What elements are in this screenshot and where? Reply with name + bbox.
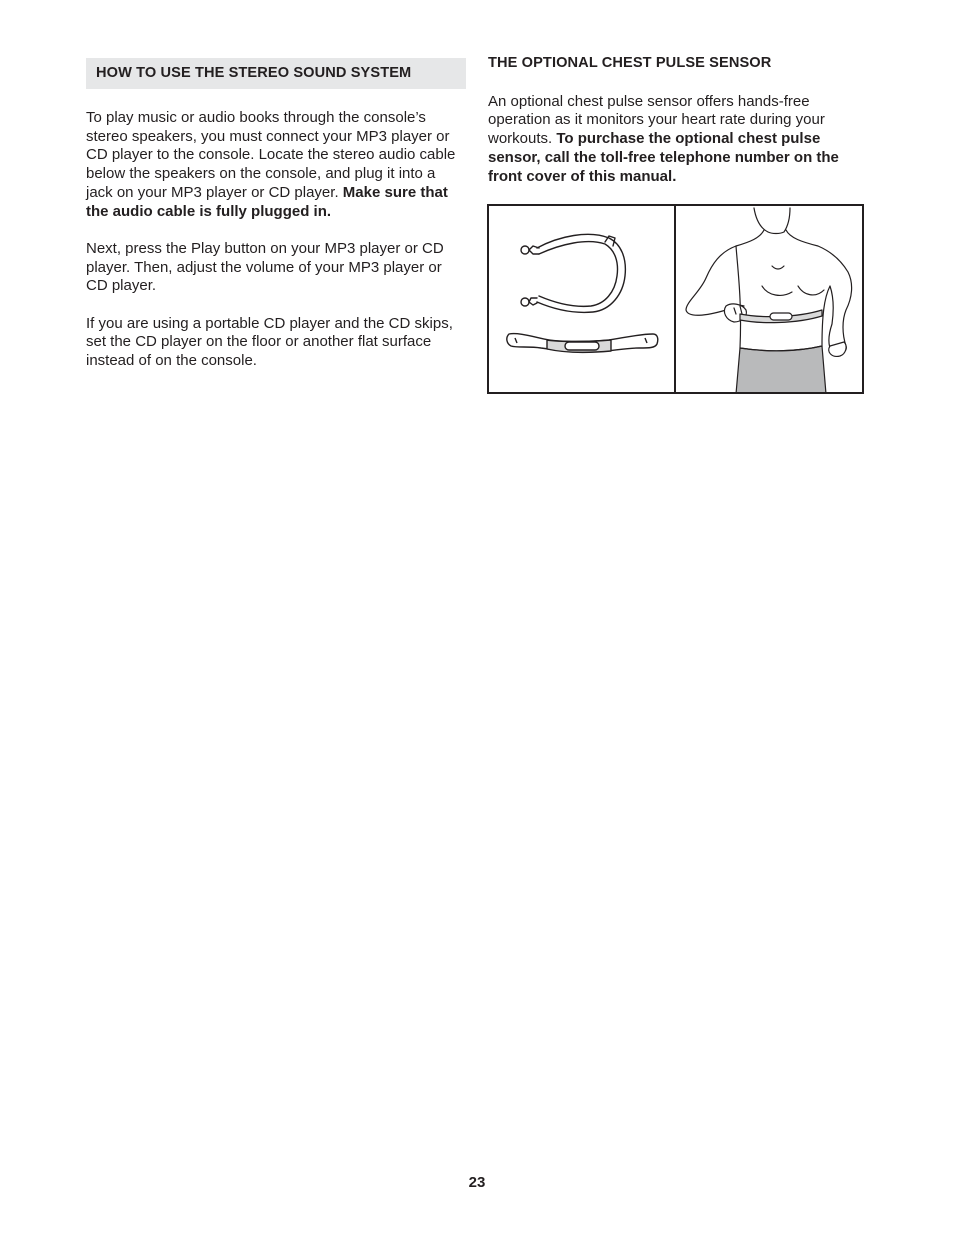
- person-wearing-strap-icon: [676, 206, 862, 392]
- pulse-sensor-paragraph-text: An optional chest pulse sensor offers hands-free operation as it monitors your heart rate during your workouts.: [488, 92, 825, 148]
- pulse-sensor-icon: [489, 206, 674, 392]
- stereo-paragraph-1-bold: Make sure that the audio cable is fully plugged in.: [86, 183, 448, 220]
- stereo-paragraph-3: If you are using a portable CD player and the CD skips, set the CD player on the floor or another flat surface instead of on the console.: [86, 314, 453, 370]
- figure-right-panel: [676, 206, 862, 392]
- stereo-section: [86, 58, 466, 371]
- stereo-heading: HOW TO USE THE STEREO SOUND SYSTEM: [86, 58, 466, 89]
- chest-sensor-figure: [487, 204, 864, 394]
- pulse-sensor-section: [488, 54, 865, 186]
- stereo-paragraph-1: [86, 109, 466, 221]
- figure-left-panel: [489, 206, 676, 392]
- pulse-sensor-heading: THE OPTIONAL CHEST PULSE SENSOR: [488, 55, 772, 71]
- page-number: 23: [468, 1174, 486, 1191]
- stereo-paragraph-2: Next, press the Play button on your MP3 player or CD player. Then, adjust the volume of your MP3 player or CD player.: [86, 239, 444, 295]
- stereo-paragraph-1-text: To play music or audio books through the console’s stereo speakers, you must connect your MP3 player or CD player to the console. Locate the stereo audio cable below the speakers on the console, and plug it into a jack on your MP3 player or CD player.: [86, 109, 456, 201]
- pulse-sensor-paragraph: [488, 93, 865, 187]
- pulse-sensor-paragraph-bold: To purchase the optional chest pulse sensor, call the toll-free telephone number on the front cover of this manual.: [488, 130, 839, 185]
